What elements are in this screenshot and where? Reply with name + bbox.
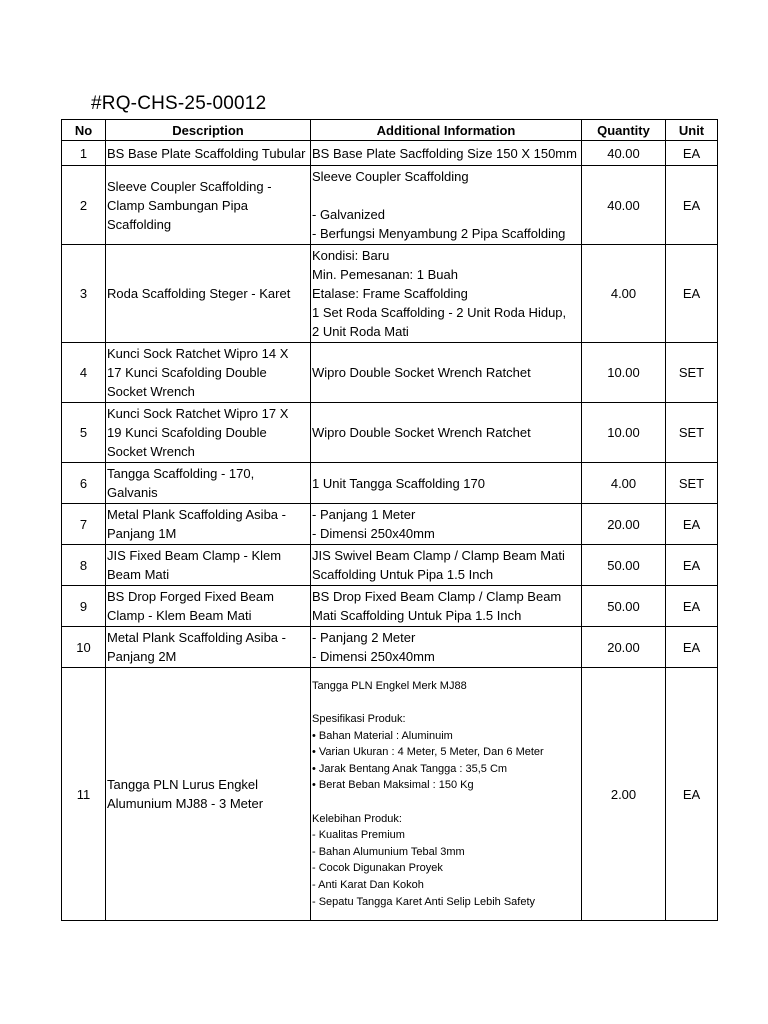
cell-quantity: 50.00 bbox=[582, 586, 666, 627]
cell-no: 11 bbox=[62, 668, 106, 921]
cell-quantity: 40.00 bbox=[582, 166, 666, 245]
table-row bbox=[62, 141, 718, 166]
cell-info: - Panjang 2 Meter - Dimensi 250x40mm bbox=[311, 627, 582, 668]
header-unit: Unit bbox=[666, 120, 718, 141]
cell-unit: EA bbox=[666, 668, 718, 921]
table-row bbox=[62, 586, 718, 627]
cell-description: Tangga PLN Lurus Engkel Alumunium MJ88 - 3 Meter bbox=[106, 668, 311, 921]
cell-info: Tangga PLN Engkel Merk MJ88 Spesifikasi Produk: • Bahan Material : Aluminuim • Varian Ukuran : 4 Meter, 5 Meter, Dan 6 Meter • Jarak Bentang Anak Tangga : 35,5 Cm • Berat Beban Maksimal : 150 Kg Kelebihan Produk: - Kualitas Premium - Bahan Alumunium Tebal 3mm - Cocok Digunakan Proyek - Anti Karat Dan Kokoh - Sepatu Tangga Karet Anti Selip Lebih Safety bbox=[311, 668, 582, 921]
cell-quantity: 2.00 bbox=[582, 668, 666, 921]
document-id: #RQ-CHS-25-00012 bbox=[91, 93, 267, 114]
cell-no: 6 bbox=[62, 463, 106, 504]
cell-unit: EA bbox=[666, 586, 718, 627]
cell-description: BS Base Plate Scaffolding Tubular bbox=[106, 141, 311, 166]
cell-info: Wipro Double Socket Wrench Ratchet bbox=[311, 403, 582, 463]
table-row bbox=[62, 166, 718, 245]
cell-quantity: 10.00 bbox=[582, 403, 666, 463]
cell-no: 10 bbox=[62, 627, 106, 668]
cell-no: 9 bbox=[62, 586, 106, 627]
cell-unit: EA bbox=[666, 141, 718, 166]
cell-unit: SET bbox=[666, 403, 718, 463]
cell-unit: EA bbox=[666, 166, 718, 245]
table-row bbox=[62, 668, 718, 921]
cell-description: BS Drop Forged Fixed Beam Clamp - Klem Beam Mati bbox=[106, 586, 311, 627]
cell-quantity: 40.00 bbox=[582, 141, 666, 166]
cell-quantity: 4.00 bbox=[582, 463, 666, 504]
cell-description: Sleeve Coupler Scaffolding - Clamp Sambungan Pipa Scaffolding bbox=[106, 166, 311, 245]
cell-no: 3 bbox=[62, 245, 106, 343]
cell-no: 7 bbox=[62, 504, 106, 545]
cell-unit: SET bbox=[666, 343, 718, 403]
cell-description: Metal Plank Scaffolding Asiba - Panjang 1M bbox=[106, 504, 311, 545]
cell-no: 2 bbox=[62, 166, 106, 245]
cell-description: Roda Scaffolding Steger - Karet bbox=[106, 245, 311, 343]
cell-quantity: 20.00 bbox=[582, 504, 666, 545]
cell-quantity: 10.00 bbox=[582, 343, 666, 403]
table-row bbox=[62, 627, 718, 668]
cell-no: 8 bbox=[62, 545, 106, 586]
cell-description: Kunci Sock Ratchet Wipro 17 X 19 Kunci Scafolding Double Socket Wrench bbox=[106, 403, 311, 463]
cell-quantity: 4.00 bbox=[582, 245, 666, 343]
cell-unit: EA bbox=[666, 627, 718, 668]
header-description: Description bbox=[106, 120, 311, 141]
table-row bbox=[62, 463, 718, 504]
table-row bbox=[62, 504, 718, 545]
cell-description: Metal Plank Scaffolding Asiba - Panjang 2M bbox=[106, 627, 311, 668]
cell-no: 1 bbox=[62, 141, 106, 166]
cell-quantity: 20.00 bbox=[582, 627, 666, 668]
cell-unit: SET bbox=[666, 463, 718, 504]
cell-description: JIS Fixed Beam Clamp - Klem Beam Mati bbox=[106, 545, 311, 586]
table-row bbox=[62, 245, 718, 343]
table-row bbox=[62, 343, 718, 403]
table-row bbox=[62, 545, 718, 586]
cell-unit: EA bbox=[666, 545, 718, 586]
cell-quantity: 50.00 bbox=[582, 545, 666, 586]
items-table bbox=[61, 119, 718, 921]
header-additional-information: Additional Information bbox=[311, 120, 582, 141]
cell-unit: EA bbox=[666, 245, 718, 343]
cell-info: - Panjang 1 Meter - Dimensi 250x40mm bbox=[311, 504, 582, 545]
cell-description: Tangga Scaffolding - 170, Galvanis bbox=[106, 463, 311, 504]
table-header-row bbox=[62, 120, 718, 141]
cell-description: Kunci Sock Ratchet Wipro 14 X 17 Kunci Scafolding Double Socket Wrench bbox=[106, 343, 311, 403]
cell-no: 5 bbox=[62, 403, 106, 463]
cell-info: JIS Swivel Beam Clamp / Clamp Beam Mati Scaffolding Untuk Pipa 1.5 Inch bbox=[311, 545, 582, 586]
cell-info: 1 Unit Tangga Scaffolding 170 bbox=[311, 463, 582, 504]
cell-unit: EA bbox=[666, 504, 718, 545]
cell-info: Wipro Double Socket Wrench Ratchet bbox=[311, 343, 582, 403]
cell-info: BS Drop Fixed Beam Clamp / Clamp Beam Mati Scaffolding Untuk Pipa 1.5 Inch bbox=[311, 586, 582, 627]
cell-info: BS Base Plate Sacffolding Size 150 X 150mm bbox=[311, 141, 582, 166]
table-row bbox=[62, 403, 718, 463]
cell-no: 4 bbox=[62, 343, 106, 403]
header-quantity: Quantity bbox=[582, 120, 666, 141]
cell-info: Kondisi: Baru Min. Pemesanan: 1 Buah Etalase: Frame Scaffolding 1 Set Roda Scaffolding - 2 Unit Roda Hidup, 2 Unit Roda Mati bbox=[311, 245, 582, 343]
cell-info: Sleeve Coupler Scaffolding - Galvanized - Berfungsi Menyambung 2 Pipa Scaffolding bbox=[311, 166, 582, 245]
header-no: No bbox=[62, 120, 106, 141]
